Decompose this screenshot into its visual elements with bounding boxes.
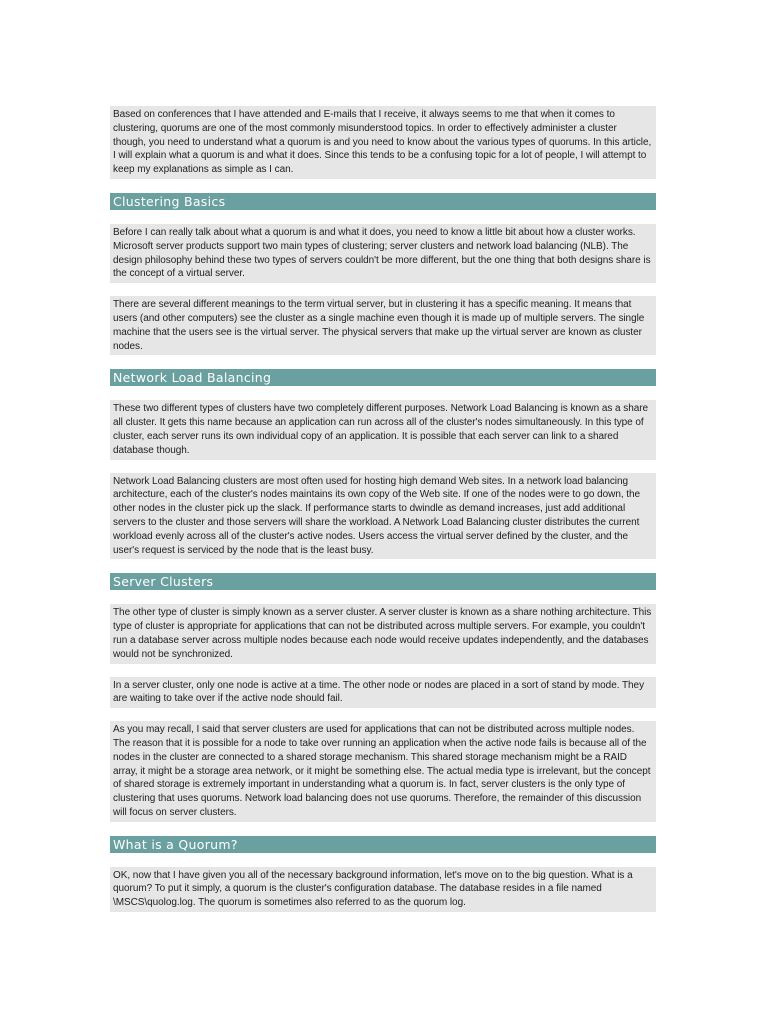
intro-paragraph: Based on conferences that I have attended and E-mails that I receive, it always seems to me that when it comes to clustering, quorums are one of the most commonly misunderstood topics. In order to effectively administer a cluster though, you need to understand what a quorum is and you need to know about the various types of quorums. In this article, I will explain what a quorum is and what it does. Since this tends to be a confusing topic for a lot of people, I will attempt to keep my explanations as simple as I can. — [110, 106, 656, 179]
section-heading-what-is-a-quorum: What is a Quorum? — [110, 836, 656, 853]
paragraph: These two different types of clusters have two completely different purposes. Network Load Balancing is known as a share all cluster. It gets this name because an application can run across all of the cluster's nodes simultaneously. In this type of cluster, each server runs its own individual copy of an application. It is possible that each server can link to a shared database though. — [110, 400, 656, 459]
section-heading-clustering-basics: Clustering Basics — [110, 193, 656, 210]
paragraph: There are several different meanings to the term virtual server, but in clustering it has a specific meaning. It means that users (and other computers) see the cluster as a single machine even though it is made up of multiple servers. The single machine that the users see is the virtual server. The physical servers that make up the virtual server are known as cluster nodes. — [110, 296, 656, 355]
paragraph: As you may recall, I said that server clusters are used for applications that can not be distributed across multiple nodes. The reason that it is possible for a node to take over running an application when the active node fails is because all of the nodes in the cluster are connected to a shared storage mechanism. This shared storage mechanism might be a RAID array, it might be a storage area network, or it might be something else. The actual media type is irrelevant, but the concept of shared storage is extremely important in understanding what a quorum is. In fact, server clusters is the only type of clustering that uses quorums. Network load balancing does not use quorums. Therefore, the remainder of this discussion will focus on server clusters. — [110, 721, 656, 822]
paragraph: Before I can really talk about what a quorum is and what it does, you need to know a little bit about how a cluster works. Microsoft server products support two main types of clustering; server clusters and network load balancing (NLB). The design philosophy behind these two types of servers couldn't be more different, but the one thing that both designs share is the concept of a virtual server. — [110, 224, 656, 283]
paragraph: The other type of cluster is simply known as a server cluster. A server cluster is known as a share nothing architecture. This type of cluster is appropriate for applications that can not be distributed across multiple servers. For example, you couldn't run a database server across multiple nodes because each node would receive updates independently, and the databases would not be synchronized. — [110, 604, 656, 663]
section-heading-server-clusters: Server Clusters — [110, 573, 656, 590]
section-heading-network-load-balancing: Network Load Balancing — [110, 369, 656, 386]
paragraph: OK, now that I have given you all of the necessary background information, let's move on to the big question. What is a quorum? To put it simply, a quorum is the cluster's configuration database. The database resides in a file named \MSCS\quolog.log. The quorum is sometimes also referred to as the quorum log. — [110, 867, 656, 912]
paragraph: Network Load Balancing clusters are most often used for hosting high demand Web sites. In a network load balancing architecture, each of the cluster's nodes maintains its own copy of the Web site. If one of the nodes were to go down, the other nodes in the cluster pick up the slack. If performance starts to dwindle as demand increases, just add additional servers to the cluster and those servers will share the workload. A Network Load Balancing cluster distributes the current workload evenly across all of the cluster's active nodes. Users access the virtual server defined by the cluster, and the user's request is serviced by the node that is the least busy. — [110, 473, 656, 560]
paragraph: In a server cluster, only one node is active at a time. The other node or nodes are placed in a sort of stand by mode. They are waiting to take over if the active node should fail. — [110, 677, 656, 709]
article-body — [110, 106, 656, 912]
